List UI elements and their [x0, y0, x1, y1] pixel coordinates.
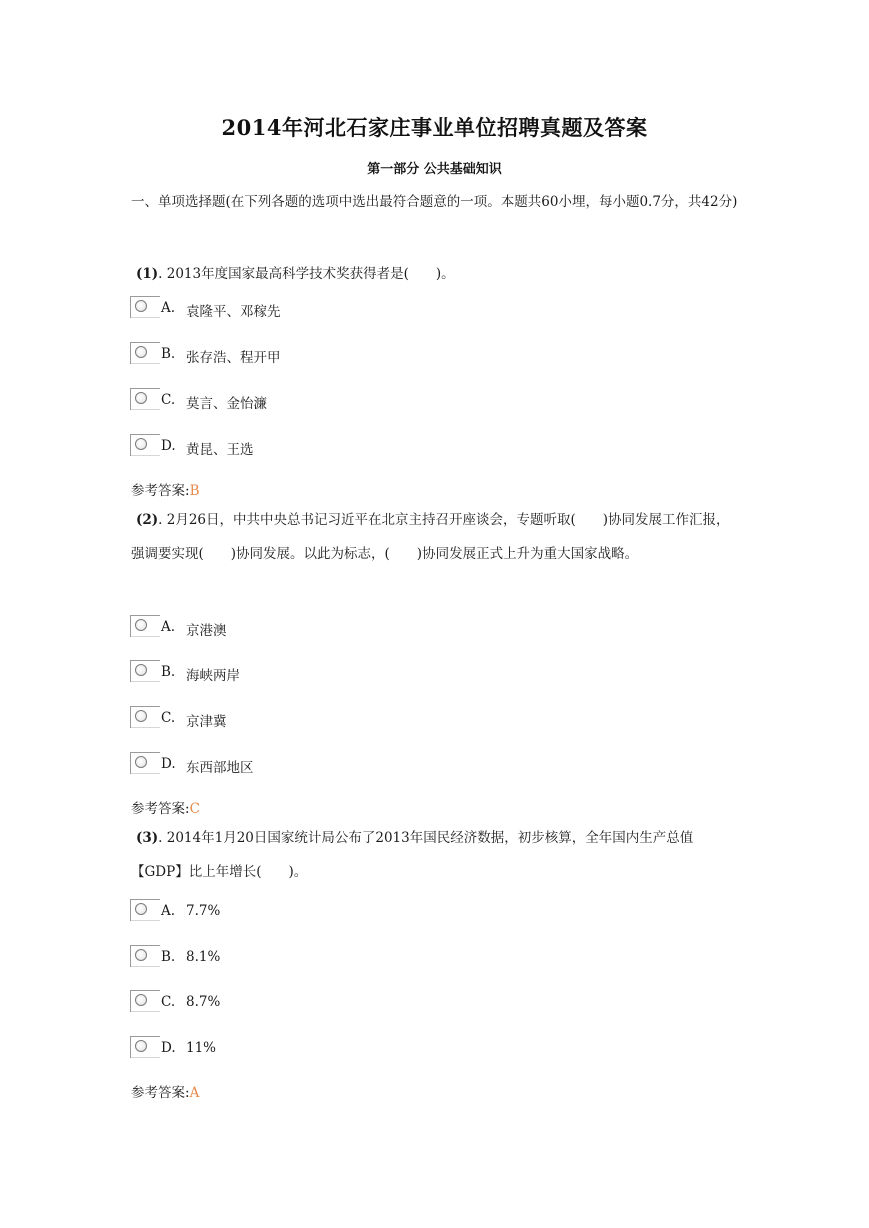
option-text: 京港澳 [186, 623, 227, 639]
radio-circle-icon [135, 619, 147, 631]
question-number: (2) [136, 512, 159, 528]
question-stem: . 2014年1月20日国家统计局公布了2013年国民经济数据，初步核算，全年国内生产总值【GDP】比上年增长( )。 [131, 830, 694, 880]
radio-button[interactable] [130, 342, 160, 364]
radio-circle-icon [135, 710, 147, 722]
radio-button[interactable] [130, 706, 160, 728]
option-text: 东西部地区 [186, 760, 254, 776]
radio-button[interactable] [130, 1036, 160, 1058]
option-letter: B. [161, 346, 176, 362]
question-1-stem-line [136, 262, 455, 282]
answer-value: C [189, 801, 200, 817]
option-letter: D. [161, 1040, 176, 1056]
radio-circle-icon [135, 903, 147, 915]
question-3-answer [131, 1081, 199, 1101]
option-letter: A. [161, 619, 176, 635]
answer-value: A [189, 1085, 200, 1101]
radio-circle-icon [135, 1040, 147, 1052]
radio-circle-icon [135, 346, 147, 358]
radio-button[interactable] [130, 945, 160, 967]
question-stem: . 2013年度国家最高科学技术奖获得者是( )。 [158, 266, 455, 282]
option-letter: D. [161, 756, 176, 772]
option-letter: C. [161, 392, 176, 408]
option-letter: C. [161, 710, 176, 726]
option-text: 张存浩、程开甲 [186, 350, 281, 366]
radio-button[interactable] [130, 899, 160, 921]
radio-circle-icon [135, 949, 147, 961]
option-text: 海峡两岸 [186, 668, 240, 684]
answer-label: 参考答案: [131, 483, 190, 499]
radio-button[interactable] [130, 296, 160, 318]
option-text: 京津冀 [186, 714, 227, 730]
radio-circle-icon [135, 664, 147, 676]
radio-button[interactable] [130, 752, 160, 774]
option-letter: B. [161, 949, 176, 965]
option-letter: A. [161, 903, 176, 919]
option-text: 8.7% [186, 994, 221, 1010]
question-2-answer [131, 797, 200, 817]
option-text: 8.1% [186, 949, 221, 965]
option-letter: C. [161, 994, 176, 1010]
radio-circle-icon [135, 756, 147, 768]
question-2-stem [131, 503, 741, 571]
option-text: 黄昆、王选 [186, 442, 254, 458]
radio-button[interactable] [130, 660, 160, 682]
question-stem: . 2月26日，中共中央总书记习近平在北京主持召开座谈会，专题听取( )协同发展工作汇报，强调要实现( )协同发展。以此为标志，( )协同发展正式上升为重大国家战略。 [131, 512, 730, 562]
radio-circle-icon [135, 300, 147, 312]
question-number: (1) [136, 266, 159, 282]
option-text: 袁隆平、邓稼先 [186, 304, 281, 320]
answer-label: 参考答案: [131, 1085, 190, 1101]
answer-label: 参考答案: [131, 801, 190, 817]
radio-circle-icon [135, 392, 147, 404]
part-heading: 第一部分 公共基础知识 [367, 162, 502, 177]
section-intro: 一、单项选择题(在下列各题的选项中选出最符合题意的一项。本题共60小埋，每小题0.7分，共42分) [131, 194, 738, 210]
option-text: 莫言、金怡濂 [186, 396, 267, 412]
option-letter: B. [161, 664, 176, 680]
question-3-stem [131, 821, 741, 889]
radio-button[interactable] [130, 990, 160, 1012]
question-1-answer [131, 479, 199, 499]
radio-button[interactable] [130, 388, 160, 410]
option-letter: D. [161, 438, 176, 454]
option-text: 11% [186, 1040, 217, 1056]
radio-button[interactable] [130, 615, 160, 637]
radio-button[interactable] [130, 434, 160, 456]
answer-value: B [189, 483, 200, 499]
option-letter: A. [161, 300, 176, 316]
document-title: 2014年河北石家庄事业单位招聘真题及答案 [221, 115, 648, 140]
question-number: (3) [136, 830, 159, 846]
radio-circle-icon [135, 994, 147, 1006]
radio-circle-icon [135, 438, 147, 450]
option-text: 7.7% [186, 903, 221, 919]
